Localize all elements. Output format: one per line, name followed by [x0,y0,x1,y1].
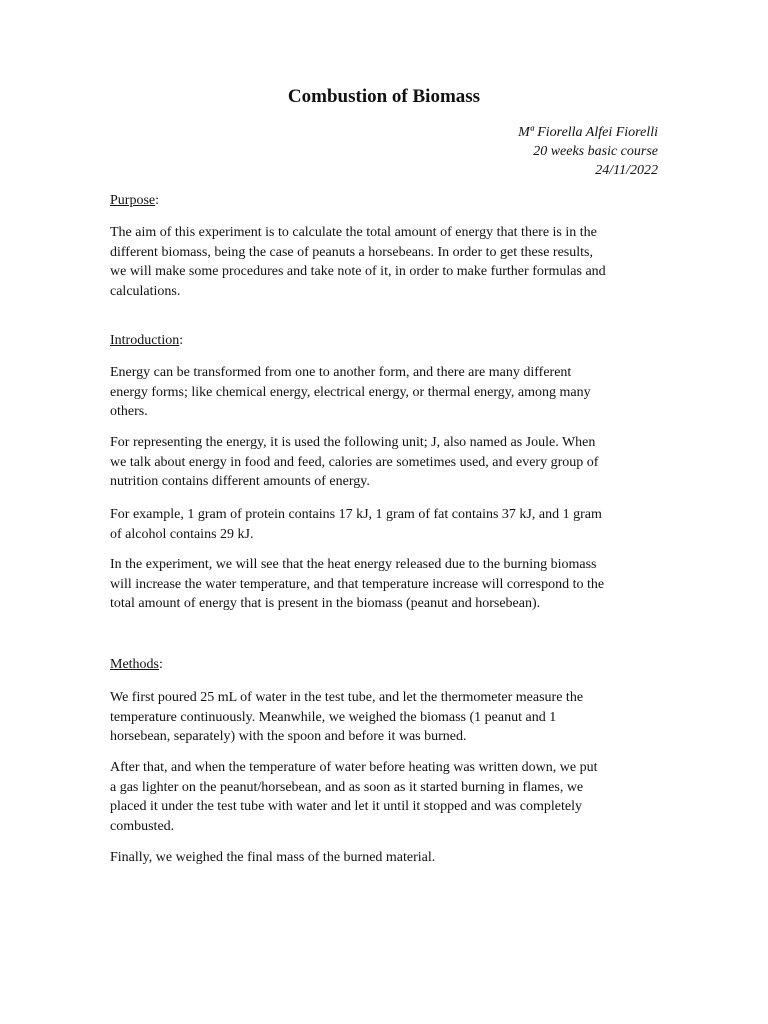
text-line: combusted. [110,818,175,834]
text-line: calculations. [110,283,181,299]
text-line: placed it under the test tube with water and let it until it stopped and was completely [110,799,582,814]
text-line: For example, 1 gram of protein contains 17 kJ, 1 gram of fat contains 37 kJ, and 1 gram [110,507,602,522]
text-line: different biomass, being the case of peanuts a horsebeans. In order to get these results, [110,244,593,260]
author-name: Mª Fiorella Alfei Fiorelli [518,125,658,140]
document-date: 24/11/2022 [595,163,658,178]
purpose-paragraph-1 [110,223,665,301]
text-line: For representing the energy, it is used the following unit; J, also named as Joule. When [110,435,596,450]
text-line: horsebean, separately) with the spoon and before it was burned. [110,729,467,744]
course-name: 20 weeks basic course [533,144,658,159]
text-line: After that, and when the temperature of water before heating was written down, we put [110,760,598,775]
text-line: nutrition contains different amounts of energy. [110,474,370,489]
text-line: we talk about energy in food and feed, calories are sometimes used, and every group of [110,454,599,470]
text-line: a gas lighter on the peanut/horsebean, and as soon as it started burning in flames, we [110,779,584,795]
introduction-paragraph-4 [110,555,665,614]
methods-heading-colon: : [159,657,163,672]
text-line: will increase the water temperature, and that temperature increase will correspond to the [110,576,605,592]
purpose-heading-colon: : [155,193,160,208]
text-line: The aim of this experiment is to calculate the total amount of energy that there is in the [110,225,597,240]
text-line: others. [110,404,148,419]
introduction-paragraph-3 [110,505,665,544]
text-line: total amount of energy that is present in the biomass (peanut and horsebean). [110,596,541,611]
text-line: energy forms; like chemical energy, electrical energy, or thermal energy, among many [110,384,591,400]
author-block [518,123,658,180]
methods-heading [110,657,163,673]
text-line: We first poured 25 mL of water in the test tube, and let the thermometer measure the [110,690,584,705]
introduction-heading [110,333,183,349]
document-title: Combustion of Biomass [287,86,481,107]
text-line: of alcohol contains 29 kJ. [110,526,254,542]
introduction-paragraph-1 [110,363,665,422]
introduction-heading-colon: : [179,333,184,348]
introduction-paragraph-2 [110,433,665,492]
introduction-heading-text: Introduction [110,333,180,348]
text-line: we will make some procedures and take note of it, in order to make further formulas and [110,264,606,279]
text-line: Finally, we weighed the final mass of the burned material. [110,850,436,865]
text-line: temperature continuously. Meanwhile, we weighed the biomass (1 peanut and 1 [110,709,557,725]
methods-paragraph-3 [110,848,665,868]
text-line: In the experiment, we will see that the heat energy released due to the burning biomass [110,557,597,572]
methods-paragraph-2 [110,758,665,836]
purpose-heading-text: Purpose [110,193,156,208]
methods-paragraph-1 [110,688,665,747]
purpose-heading [110,193,159,209]
methods-heading-text: Methods [110,657,159,672]
text-line: Energy can be transformed from one to another form, and there are many different [110,365,572,380]
